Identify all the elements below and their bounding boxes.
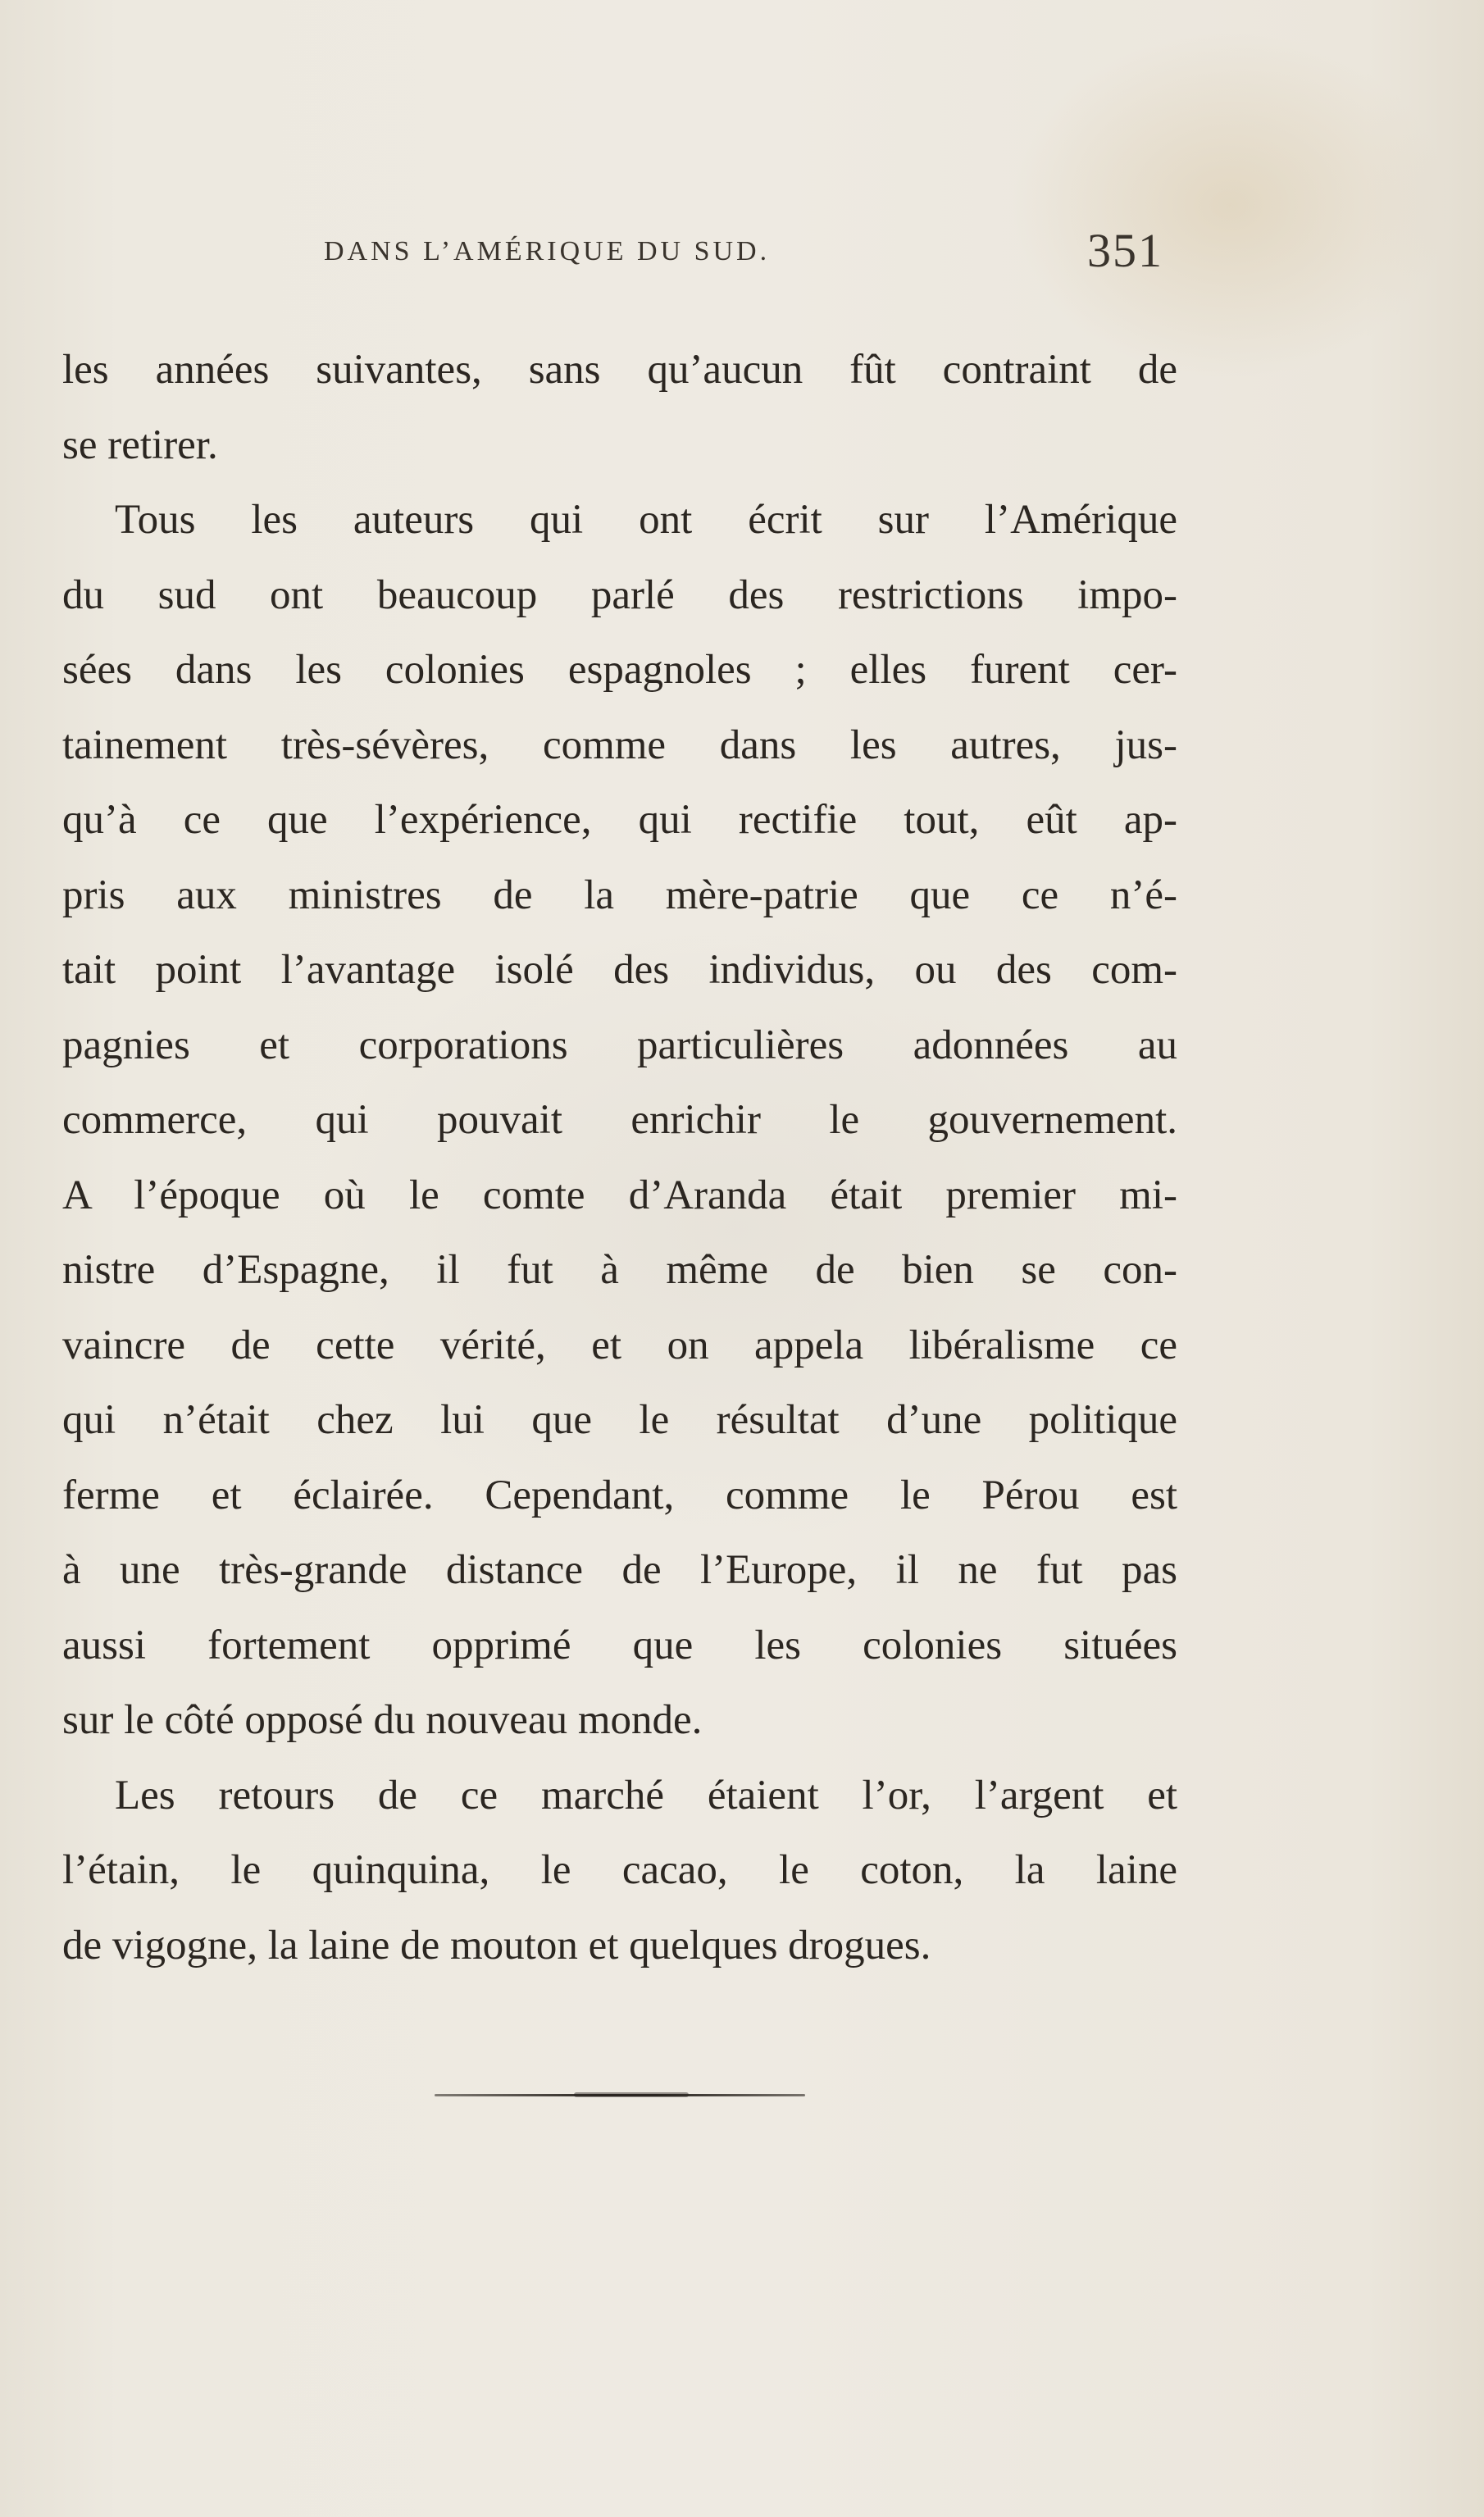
text-line: A l’époque où le comte d’Aranda était premier mi- [62,1172,1177,1218]
page-number: 351 [1087,224,1163,277]
text-line: ferme et éclairée. Cependant, comme le Pérou est [62,1472,1177,1518]
page-header [0,224,1484,285]
text-line: tait point l’avantage isolé des individus, ou des com- [62,947,1177,993]
text-line: sées dans les colonies espagnoles ; elles furent cer- [62,647,1177,693]
text-line: nistre d’Espagne, il fut à même de bien se con- [62,1247,1177,1293]
paragraph [62,483,1177,1759]
text-line: sur le côté opposé du nouveau monde. [62,1697,703,1743]
text-line: de vigogne, la laine de mouton et quelques drogues. [62,1922,931,1969]
text-line: Tous les auteurs qui ont écrit sur l’Amérique [115,497,1177,543]
text-line: Les retours de ce marché étaient l’or, l’argent et [115,1772,1177,1818]
end-rule [435,2094,805,2096]
text-line: les années suivantes, sans qu’aucun fût contraint de [62,347,1177,393]
running-head: DANS L’AMÉRIQUE DU SUD. [324,236,771,266]
paragraph [62,333,1177,483]
text-line: commerce, qui pouvait enrichir le gouvernement. [62,1097,1177,1143]
text-line: qu’à ce que l’expérience, qui rectifie tout, eût ap- [62,797,1177,843]
text-line: l’étain, le quinquina, le cacao, le coton, la laine [62,1847,1177,1893]
paragraph [62,1759,1177,1984]
text-line: pagnies et corporations particulières adonnées au [62,1022,1177,1068]
text-line: aussi fortement opprimé que les colonies situées [62,1622,1177,1668]
text-line: vaincre de cette vérité, et on appela libéralisme ce [62,1322,1177,1368]
text-line: du sud ont beaucoup parlé des restrictions impo- [62,571,1177,618]
text-line: qui n’était chez lui que le résultat d’une politique [62,1397,1177,1443]
text-line: pris aux ministres de la mère-patrie que ce n’é- [62,872,1177,918]
text-line: tainement très-sévères, comme dans les autres, jus- [62,721,1177,768]
body-text [62,333,1177,1983]
text-line: à une très-grande distance de l’Europe, il ne fut pas [62,1547,1177,1593]
text-line: se retirer. [62,421,218,468]
